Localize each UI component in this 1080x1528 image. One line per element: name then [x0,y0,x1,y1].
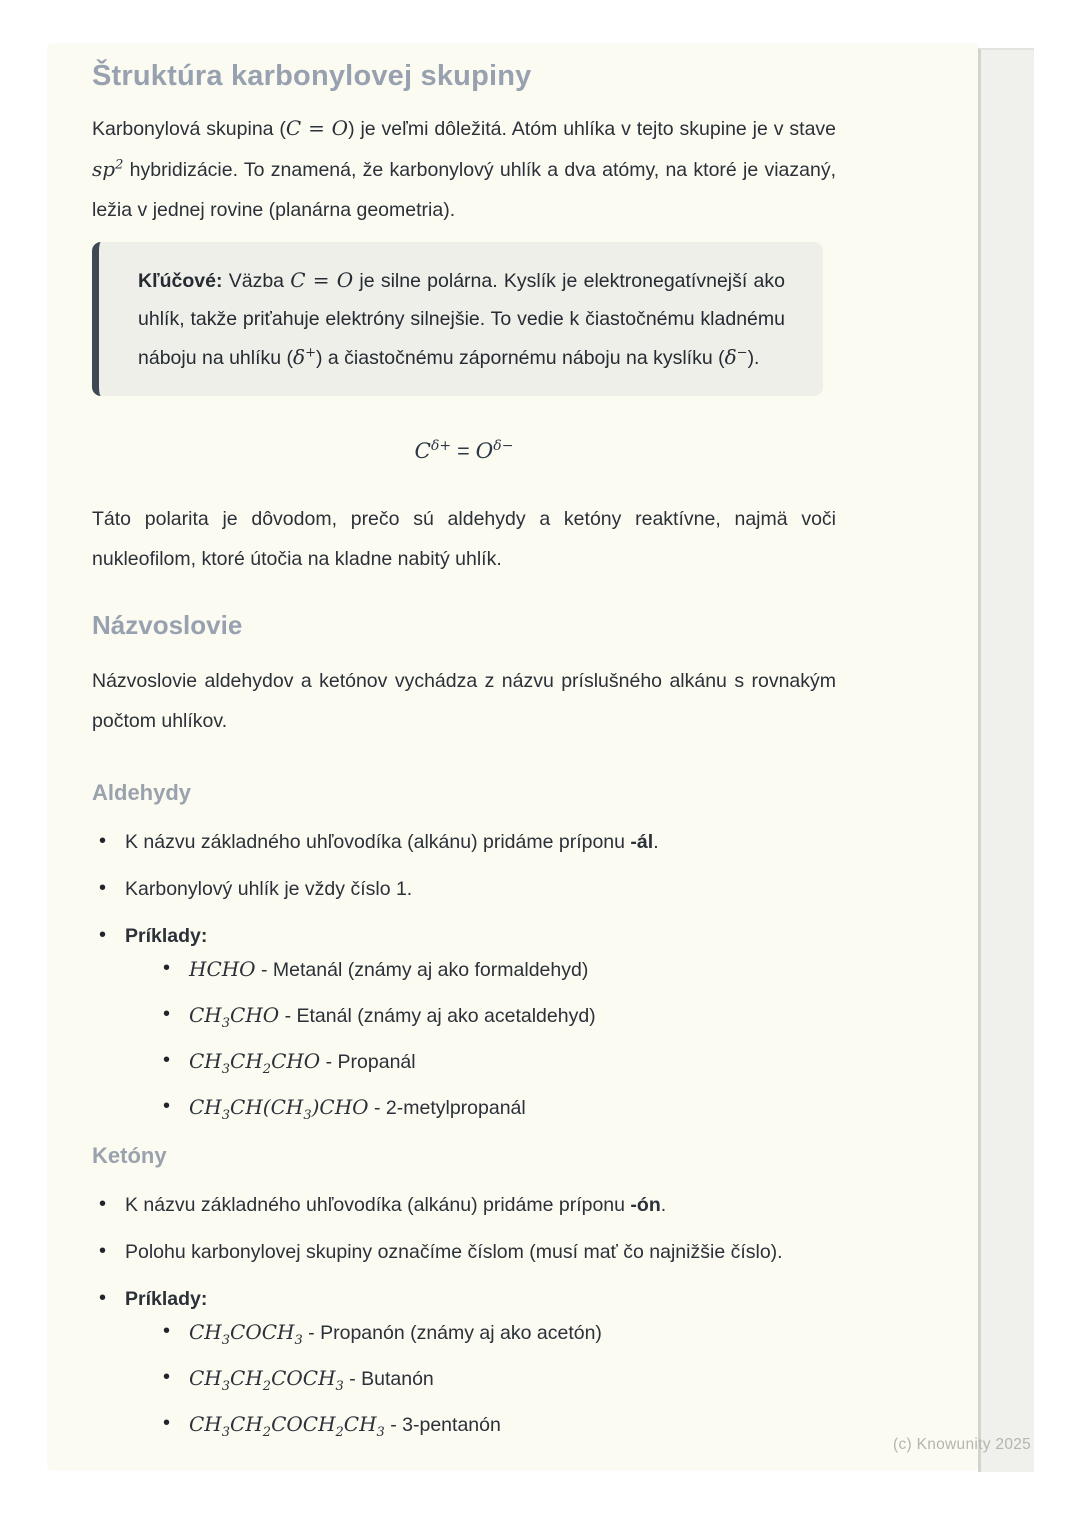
example-desc: - 3-pentanón [384,1414,501,1436]
example-desc: - Propanón (známy aj ako acetón) [302,1322,602,1344]
bullet-text: K názvu základného uhľovodíka (alkánu) pridáme príponu [125,1194,631,1216]
callout-text-2: je silne polárna. Kyslík je elektronegatívnejší ako uhlík, takže priťahuje elektróny silnejšie. To vedie k čiastočnému kladnému náboju na uhlíku ( [138,270,785,369]
example-desc: - Propanál [320,1051,416,1073]
section-heading-nazvoslovie: Názvoslovie [92,610,243,640]
bullet-bold: -ón [630,1194,661,1216]
example-item [156,1365,836,1392]
formula-o-sup: δ− [493,437,514,454]
formula-o: O [475,439,494,464]
subsection-heading-aldehydy: Aldehydy [92,780,192,805]
example-item [156,1048,836,1075]
intro-text-1: Karbonylová skupina ( [92,118,286,140]
key-callout [92,242,823,396]
callout-text-4: ). [747,347,760,369]
example-item [156,956,836,983]
chemical-formula: $CH_3CH(CH_3)CHO$ [189,1095,369,1123]
example-desc: - Butanón [343,1368,434,1390]
callout-math-co: C = O [290,268,354,292]
callout-math-delta-plus-sup: + [305,345,316,361]
page-title: Štruktúra karbonylovej skupiny [92,60,532,92]
example-item [156,1319,836,1346]
callout-text-1: Väzba [222,270,291,292]
bullet-bold: Príklady: [125,925,208,947]
intro-text-3: hybridizácie. To znamená, že karbonylový uhlík a dva atómy, na ktoré je viazaný, ležia v jednej rovine (planárna geometria). [92,159,836,221]
chemical-formula: $CH_3CH_2COCH_3$ [189,1366,344,1394]
list-item [92,923,836,1121]
subsection-heading-ketony: Ketóny [92,1143,167,1168]
ketony-list [92,1192,836,1438]
chemical-formula: $CH_3CH_2CHO$ [189,1049,321,1077]
list-item [92,1239,836,1265]
callout-math-delta-plus: δ [293,345,306,369]
callout-math-delta-minus: δ [724,345,737,369]
chemical-formula: $CH_3CH_2COCH_2CH_3$ [189,1412,385,1440]
next-page-edge[interactable] [978,48,1034,1472]
bullet-text: Karbonylový uhlík je vždy číslo 1. [125,878,413,900]
chemical-formula: $CH_3COCH_3$ [189,1320,303,1348]
example-item [156,1094,836,1121]
example-item [156,1411,836,1438]
callout-label: Kľúčové: [138,270,223,292]
formula-c: C [414,439,431,464]
intro-paragraph [92,108,836,230]
bullet-text: . [660,1194,667,1216]
chemical-formula: $CH_3CHO$ [189,1003,280,1031]
formula-equals: = [451,439,476,463]
intro-text-2: ) je veľmi dôležitá. Atóm uhlíka v tejto skupine je v stave [348,118,837,140]
aldehydy-list [92,829,836,1121]
naming-intro-paragraph: Názvoslovie aldehydov a ketónov vychádza z názvu príslušného alkánu s rovnakým počtom uhlíkov. [92,670,836,732]
bullet-text: . [653,831,659,853]
callout-text-3: ) a čiastočnému zápornému náboju na kyslíku ( [315,347,725,369]
list-item [92,876,836,902]
example-desc: - Metanál (známy aj ako formaldehyd) [255,959,589,981]
example-item [156,1002,836,1029]
callout-text [138,261,785,377]
inline-math-sp: sp [92,157,116,181]
ketony-examples-list [156,1319,836,1438]
callout-math-delta-minus-sup: − [736,345,748,361]
page-card [48,44,978,1470]
bullet-bold: -ál [630,831,654,853]
bullet-text: K názvu základného uhľovodíka (alkánu) pridáme príponu [125,831,631,853]
list-item [92,1192,836,1218]
chemical-formula: HCHO [189,957,256,981]
list-item [92,1286,836,1438]
page-content [48,44,978,1438]
example-desc: - Etanál (známy aj ako acetaldehyd) [279,1005,596,1027]
inline-math-sp-sup: 2 [115,157,124,173]
bullet-bold: Príklady: [125,1288,208,1310]
polarity-paragraph: Táto polarita je dôvodom, prečo sú aldehydy a ketóny reaktívne, najmä voči nukleofilom, ktoré útočia na kladne nabitý uhlík. [92,508,836,570]
formula-block [92,436,836,467]
example-desc: - 2-metylpropanál [368,1097,526,1119]
aldehydy-examples-list [156,956,836,1121]
copyright-watermark: (c) Knowunity 2025 [893,1436,1032,1453]
list-item [92,829,836,855]
inline-math-co: C = O [285,116,349,140]
bullet-text: Polohu karbonylovej skupiny označíme číslom (musí mať čo najnižšie číslo). [125,1241,783,1263]
formula-c-sup: δ+ [430,437,452,454]
